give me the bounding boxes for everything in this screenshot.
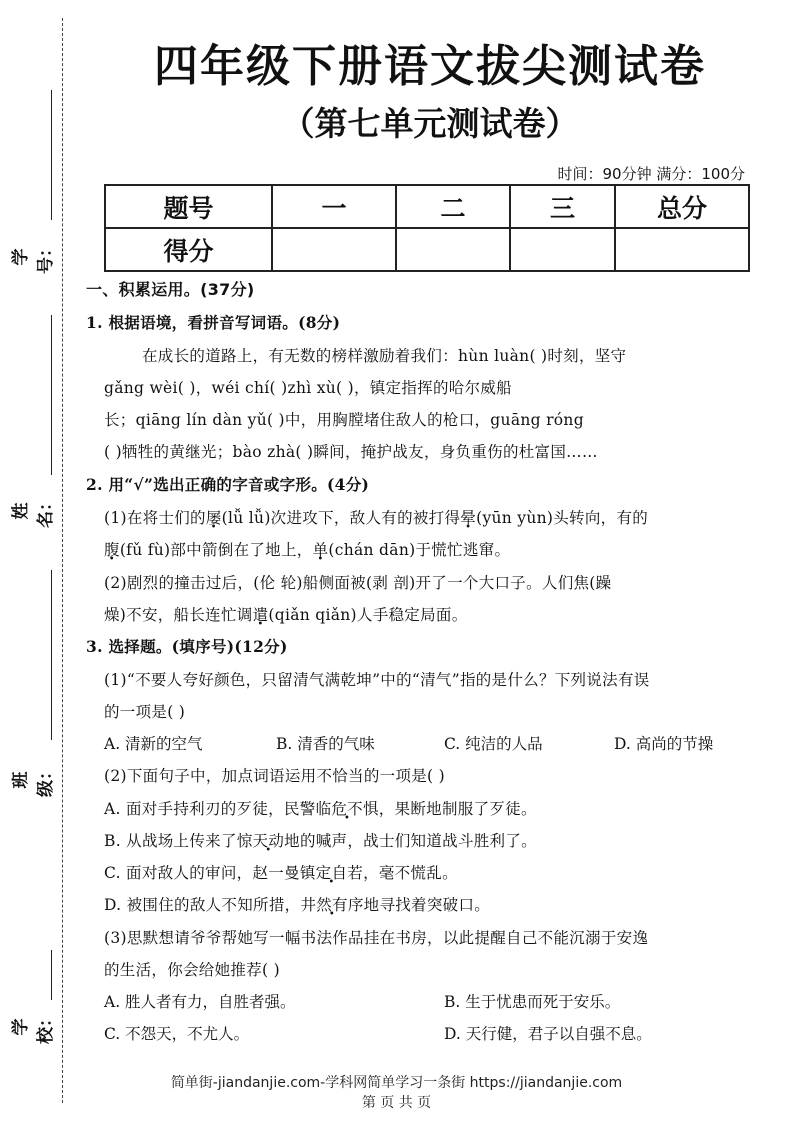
option-a[interactable]: A. 胜人者有力，自胜者强。: [104, 993, 296, 1011]
score-label-cell: 得分: [105, 228, 272, 271]
name-field: [11, 450, 56, 600]
school-line[interactable]: [51, 950, 52, 1000]
question-2-line: [104, 603, 468, 625]
question-3-line: 的一项是( ): [104, 703, 186, 721]
number-label: 学号：: [11, 240, 56, 274]
emphasis-word: 惊天动地: [236, 832, 300, 850]
option-c[interactable]: C. 纯洁的人品: [444, 735, 543, 753]
question-2-line: (2)剧烈的撞击过后，(伦 轮)船侧面被(剥 剖)开了一个大口子。人们焦(躁: [104, 574, 612, 592]
header-cell: 二: [396, 185, 510, 228]
text-segment: ，果断地制服了歹徒。: [378, 800, 537, 818]
question-1-line: 在成长的道路上，有无数的榜样激励着我们：hùn luàn( )时刻，坚守: [142, 347, 627, 365]
option-d[interactable]: D. 高尚的节操: [614, 735, 714, 753]
time-info: 时间：90分钟 满分：100分: [557, 165, 745, 183]
question-2-line: [104, 506, 648, 528]
text-segment: 的喊声，战士们知道战斗胜利了。: [299, 832, 537, 850]
score-cell[interactable]: [272, 228, 396, 271]
text-segment: (chán dān)于慌忙逃窜。: [328, 541, 511, 559]
emphasis-word: 井然有序: [300, 896, 364, 914]
question-1-line: 长；qiāng lín dàn yǔ( )中，用胸膛堵住敌人的枪口，guāng róng: [104, 411, 584, 429]
school-field: [11, 960, 56, 1070]
emphasis-char: 腹: [104, 541, 120, 559]
option-d[interactable]: [104, 893, 490, 915]
option-c[interactable]: [104, 861, 458, 883]
question-3-line: (1)“不要人夸好颜色，只留清气满乾坤”中的“清气”指的是什么？下列说法有误: [104, 671, 650, 689]
question-1-label: 1. 根据语境，看拼音写词语。(8分): [86, 313, 341, 332]
header-cell: 题号: [105, 185, 272, 228]
question-3-line: (2)下面句子中，加点词语运用不恰当的一项是( ): [104, 767, 445, 785]
text-segment: D. 被围住的敌人不知所措，: [104, 896, 301, 914]
text-segment: (lǚ lǚ)次进攻下，敌人有的被打得: [221, 509, 461, 527]
text-segment: A. 面对手持利刃的歹徒，民警: [104, 800, 316, 818]
section-heading: 一、积累运用。(37分): [86, 280, 255, 299]
question-1-line: ( )牺牲的黄继光；bào zhà( )瞬间，掩护战友，身负重伤的杜富国……: [104, 443, 598, 461]
number-field: [11, 200, 56, 300]
footer-watermark: 简单街-jiandanjie.com-学科网简单学习一条街 https://jiandanjie.com: [170, 1075, 623, 1091]
text-segment: (yūn yùn)头转向，有的: [476, 509, 649, 527]
score-cell[interactable]: [396, 228, 510, 271]
text-segment: (qiǎn qiǎn)人手稳定局面。: [268, 606, 468, 624]
option-b[interactable]: B. 清香的气味: [276, 735, 375, 753]
emphasis-char: 屡: [205, 509, 222, 527]
number-line[interactable]: [51, 90, 52, 220]
class-field: [11, 700, 56, 850]
header-cell: 总分: [615, 185, 749, 228]
text-segment: (1)在将士们的: [104, 509, 206, 527]
score-value-row: [105, 228, 749, 271]
header-cell: 一: [272, 185, 396, 228]
question-3-line: (3)思默想请爷爷帮她写一幅书法作品挂在书房，以此提醒自己不能沉溺于安逸: [104, 929, 649, 947]
text-segment: ，毫不慌乱。: [363, 864, 458, 882]
option-a[interactable]: [104, 797, 537, 819]
question-3-line: 的生活，你会给她推荐( ): [104, 961, 280, 979]
question-2-line: [104, 538, 510, 560]
text-segment: 燥)不安，船长连忙调: [104, 606, 253, 624]
name-line[interactable]: [51, 315, 52, 475]
option-b[interactable]: [104, 829, 537, 851]
school-label: 学校：: [11, 1010, 56, 1044]
page-number: 第 页 共 页: [361, 1095, 432, 1111]
question-2-label: 2. 用“√”选出正确的字音或字形。(4分): [86, 475, 370, 494]
score-table: [104, 184, 750, 272]
score-cell[interactable]: [510, 228, 615, 271]
class-label: 班级：: [11, 763, 56, 797]
text-segment: (fǔ fù)部中箭倒在了地上，: [119, 541, 313, 559]
emphasis-word: 临危不惧: [315, 800, 379, 818]
text-segment: C. 面对敌人的审问，赵一曼: [104, 864, 300, 882]
question-3-label: 3. 选择题。(填序号)(12分): [86, 637, 288, 656]
score-header-row: [105, 185, 749, 228]
text-segment: 地寻找着突破口。: [363, 896, 491, 914]
emphasis-char: 晕: [460, 509, 477, 527]
option-b[interactable]: B. 生于忧患而死于安乐。: [444, 993, 621, 1011]
binding-dashed-line: [62, 18, 63, 1103]
text-segment: B. 从战场上传来了: [104, 832, 237, 850]
name-label: 姓名：: [11, 494, 56, 528]
score-cell[interactable]: [615, 228, 749, 271]
option-d[interactable]: D. 天行健，君子以自强不息。: [444, 1025, 652, 1043]
emphasis-char: 单: [312, 541, 329, 559]
emphasis-word: 镇定自若: [299, 864, 364, 882]
emphasis-char: 遣: [252, 606, 269, 624]
page-title: 四年级下册语文拔尖测试卷: [154, 41, 706, 92]
page-subtitle: （第七单元测试卷）: [281, 104, 579, 143]
question-1-line: gǎng wèi( )，wéi chí( )zhì xù( )，镇定指挥的哈尔威船: [104, 379, 512, 397]
option-a[interactable]: A. 清新的空气: [104, 735, 203, 753]
option-c[interactable]: C. 不怨天，不尤人。: [104, 1025, 250, 1043]
header-cell: 三: [510, 185, 615, 228]
class-line[interactable]: [51, 570, 52, 740]
